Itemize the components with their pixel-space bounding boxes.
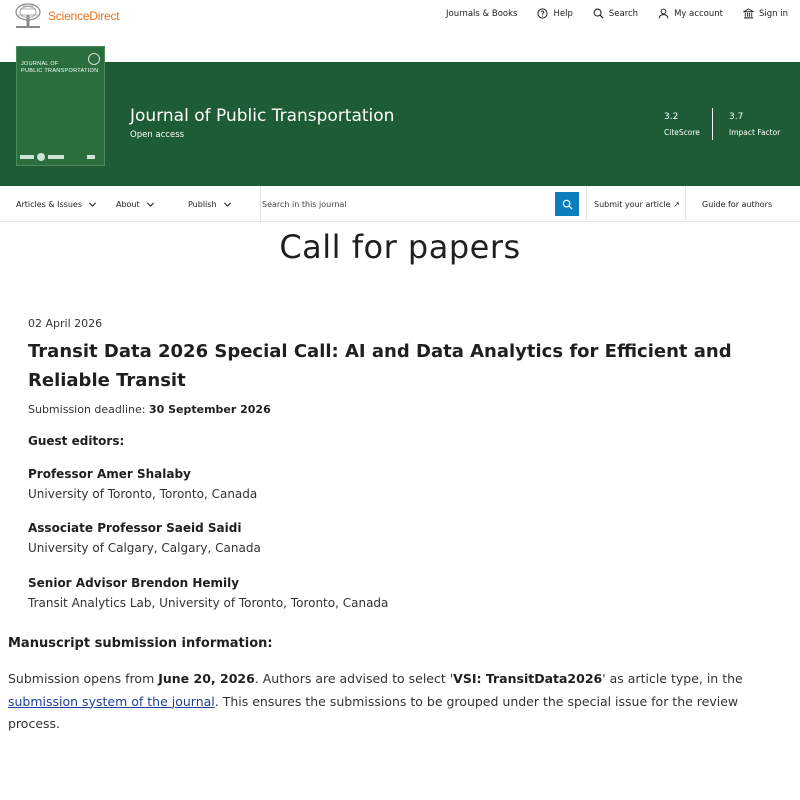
user-icon: [658, 8, 669, 19]
citescore-value: 3.2: [664, 112, 679, 122]
help-circle-icon: [537, 8, 548, 19]
journal-search-button[interactable]: [555, 192, 579, 216]
para-article-type: VSI: TransitData2026: [453, 671, 603, 686]
impact-factor-label: Impact Factor: [729, 128, 781, 137]
para-text: ' as article type, in the: [602, 671, 743, 686]
sign-in-link[interactable]: [743, 8, 788, 19]
publish-menu[interactable]: [188, 186, 232, 222]
journal-search-input[interactable]: [262, 190, 552, 218]
search-label: Search: [608, 8, 639, 19]
impact-factor-metric[interactable]: [729, 112, 780, 137]
deadline-value: 30 September 2026: [148, 403, 271, 416]
citescore-metric[interactable]: [664, 112, 700, 137]
editor-name: Senior Advisor Brendon Hemily: [28, 576, 240, 590]
nav-separator: [586, 186, 587, 222]
impact-factor-value: 3.7: [729, 112, 744, 122]
guide-for-authors-link[interactable]: [702, 186, 772, 222]
journals-books-label: Journals & Books: [446, 8, 518, 19]
logo-text: ScienceDirect: [48, 9, 120, 23]
my-account-label: My account: [674, 8, 723, 19]
top-links: [426, 8, 788, 19]
para-text: Submission opens from: [8, 671, 159, 686]
publish-label: Publish: [188, 199, 217, 209]
cover-title: [21, 61, 98, 75]
search-icon: [562, 199, 573, 210]
deadline-label: Submission deadline:: [28, 403, 149, 416]
search-link[interactable]: [593, 8, 638, 19]
journal-nav-bar: [0, 186, 800, 222]
institution-icon: [743, 8, 754, 19]
chevron-down-icon: [146, 200, 155, 209]
editor-entry: [28, 467, 257, 501]
about-menu[interactable]: [116, 186, 155, 222]
page-title: Call for papers: [279, 228, 521, 266]
editor-entry: [28, 521, 261, 555]
articles-issues-label: Articles & Issues: [16, 199, 83, 209]
help-label: Help: [553, 8, 573, 19]
cover-publisher-logos-icon: [20, 153, 100, 161]
my-account-link[interactable]: [658, 8, 723, 19]
chevron-down-icon: [223, 200, 232, 209]
manuscript-submission-paragraph: [8, 668, 788, 736]
manuscript-submission-heading: Manuscript submission information:: [8, 636, 273, 651]
guide-for-authors-label: Guide for authors: [702, 199, 773, 209]
editor-affiliation: University of Calgary, Calgary, Canada: [28, 541, 261, 555]
para-text: . This ensures the submissions to be grouped under the special issue for the review process.: [8, 693, 739, 731]
submit-article-label: Submit your article ↗: [594, 199, 680, 209]
submission-system-link[interactable]: submission system of the journal: [8, 693, 215, 709]
nav-separator: [260, 186, 261, 222]
para-text: . Authors are advised to select ': [254, 671, 454, 686]
publication-date: 02 April 2026: [28, 317, 103, 330]
sign-in-label: Sign in: [759, 8, 788, 19]
journal-title[interactable]: Journal of Public Transportation: [130, 106, 395, 126]
metric-divider: [712, 108, 713, 140]
search-icon: [593, 8, 604, 19]
editor-name: Professor Amer Shalaby: [28, 467, 191, 481]
call-title: Transit Data 2026 Special Call: AI and Data Analytics for Efficient and Reliable Transit: [28, 341, 732, 391]
para-open-date: June 20, 2026: [158, 671, 255, 686]
cover-title-line1: JOURNAL OF: [21, 61, 59, 67]
help-link[interactable]: [537, 8, 572, 19]
journals-books-link[interactable]: [446, 9, 517, 19]
citescore-label: CiteScore: [664, 128, 700, 137]
chevron-down-icon: [88, 200, 97, 209]
submit-article-link[interactable]: [594, 186, 680, 222]
cover-title-line2: PUBLIC TRANSPORTATION: [21, 68, 99, 74]
editor-affiliation: University of Toronto, Toronto, Canada: [28, 487, 258, 501]
editor-affiliation: Transit Analytics Lab, University of Toronto, Toronto, Canada: [28, 596, 389, 610]
editor-entry: [28, 576, 388, 610]
guest-editors-heading: Guest editors:: [28, 434, 125, 448]
sciencedirect-logo[interactable]: [14, 3, 119, 29]
articles-issues-menu[interactable]: [16, 186, 97, 222]
nav-separator: [685, 186, 686, 222]
submission-deadline: [28, 403, 271, 416]
journal-banner: [0, 62, 800, 186]
about-label: About: [116, 199, 140, 209]
top-bar: [0, 0, 800, 62]
elsevier-tree-icon: [14, 3, 42, 29]
journal-cover-image[interactable]: [16, 46, 105, 166]
editor-name: Associate Professor Saeid Saidi: [28, 521, 242, 535]
open-access-label: Open access: [130, 130, 185, 140]
